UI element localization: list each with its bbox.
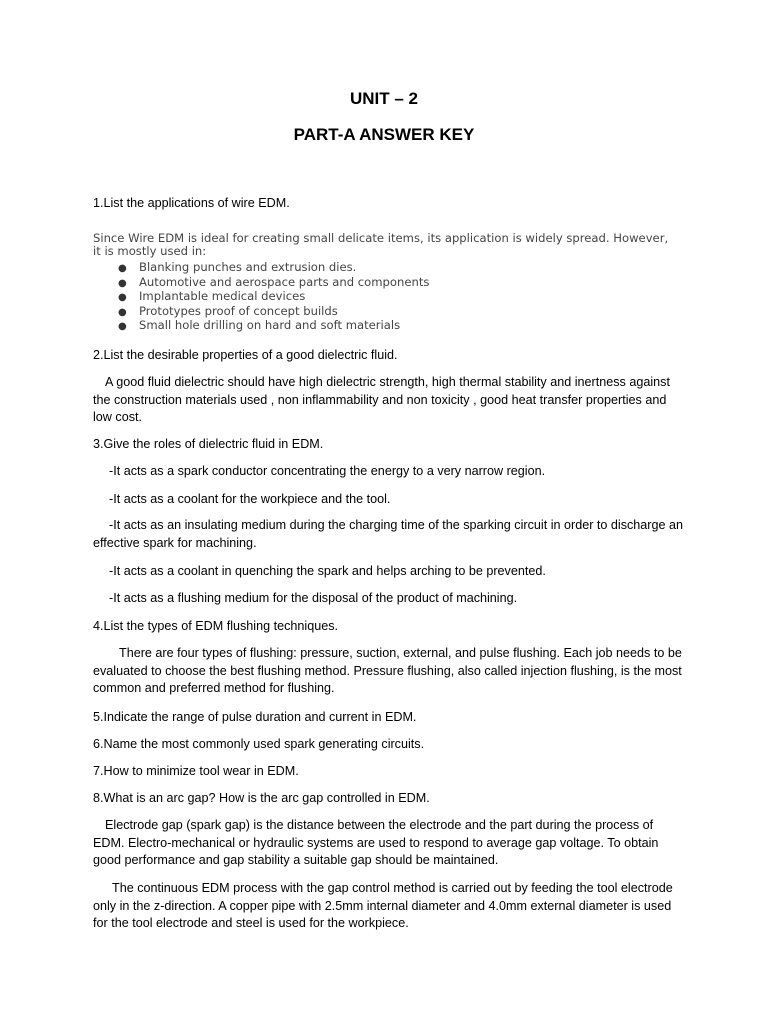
question-3: 3.Give the roles of dielectric fluid in EDM. [93,437,324,451]
bullet-icon: ● [118,263,127,274]
list-item: ● Prototypes proof of concept builds [118,304,429,319]
q1-intro-text: Since Wire EDM is ideal for creating small delicate items, its application is widely spread. However, it is mostly used in: [93,231,669,258]
q3-role-1: -It acts as a spark conductor concentrating the energy to a very narrow region. [109,464,546,478]
question-8: 8.What is an arc gap? How is the arc gap controlled in EDM. [93,791,430,805]
bullet-icon: ● [118,277,127,289]
bullet-icon: ● [118,321,127,333]
q8-answer-1: Electrode gap (spark gap) is the distance between the electrode and the part during the process of EDM. Electro-mechanical or hydraulic systems are used to respond to average gap voltage. To obtain good performance and gap stability a suitable gap should be maintained. [93,818,659,867]
question-5: 5.Indicate the range of pulse duration and current in EDM. [93,710,417,724]
question-2: 2.List the desirable properties of a good dielectric fluid. [93,348,398,362]
q3-role-2: -It acts as a coolant for the workpiece and the tool. [109,492,391,506]
q3-role-5: -It acts as a flushing medium for the disposal of the product of machining. [109,591,518,605]
list-item: ● Small hole drilling on hard and soft materials [118,318,429,333]
question-6: 6.Name the most commonly used spark generating circuits. [93,737,425,751]
bullet-icon: ● [118,292,127,304]
q1-application-list [118,260,429,333]
q3-role-4: -It acts as a coolant in quenching the spark and helps arching to be prevented. [109,564,546,578]
question-4: 4.List the types of EDM flushing techniques. [93,619,339,633]
q4-answer: There are four types of flushing: pressure, suction, external, and pulse flushing. Each job needs to be evaluated to choose the best flushing method. Pressure flushing, also called injection flushing, is the most common and preferred method for flushing. [93,646,682,695]
q8-answer-2: The continuous EDM process with the gap control method is carried out by feeding the tool electrode only in the z-direction. A copper pipe with 2.5mm internal diameter and 4.0mm external diameter is used for the tool electrode and steel is used for the workpiece. [93,881,673,930]
q2-answer: A good fluid dielectric should have high dielectric strength, high thermal stability and inertness against the construction materials used , non inflammability and non toxicity , good heat transfer properties and low cost. [93,375,670,424]
question-1: 1.List the applications of wire EDM. [93,196,290,210]
list-item: ● Blanking punches and extrusion dies. [118,260,429,275]
q3-role-3: -It acts as an insulating medium during the charging time of the sparking circuit in order to discharge an effective spark for machining. [93,518,684,550]
question-7: 7.How to minimize tool wear in EDM. [93,764,299,778]
list-item: ● Implantable medical devices [118,289,429,304]
unit-title: UNIT – 2 [349,89,419,108]
list-item: ● Automotive and aerospace parts and components [118,275,429,290]
part-title: PART-A ANSWER KEY [293,125,475,144]
bullet-icon: ● [118,306,127,318]
